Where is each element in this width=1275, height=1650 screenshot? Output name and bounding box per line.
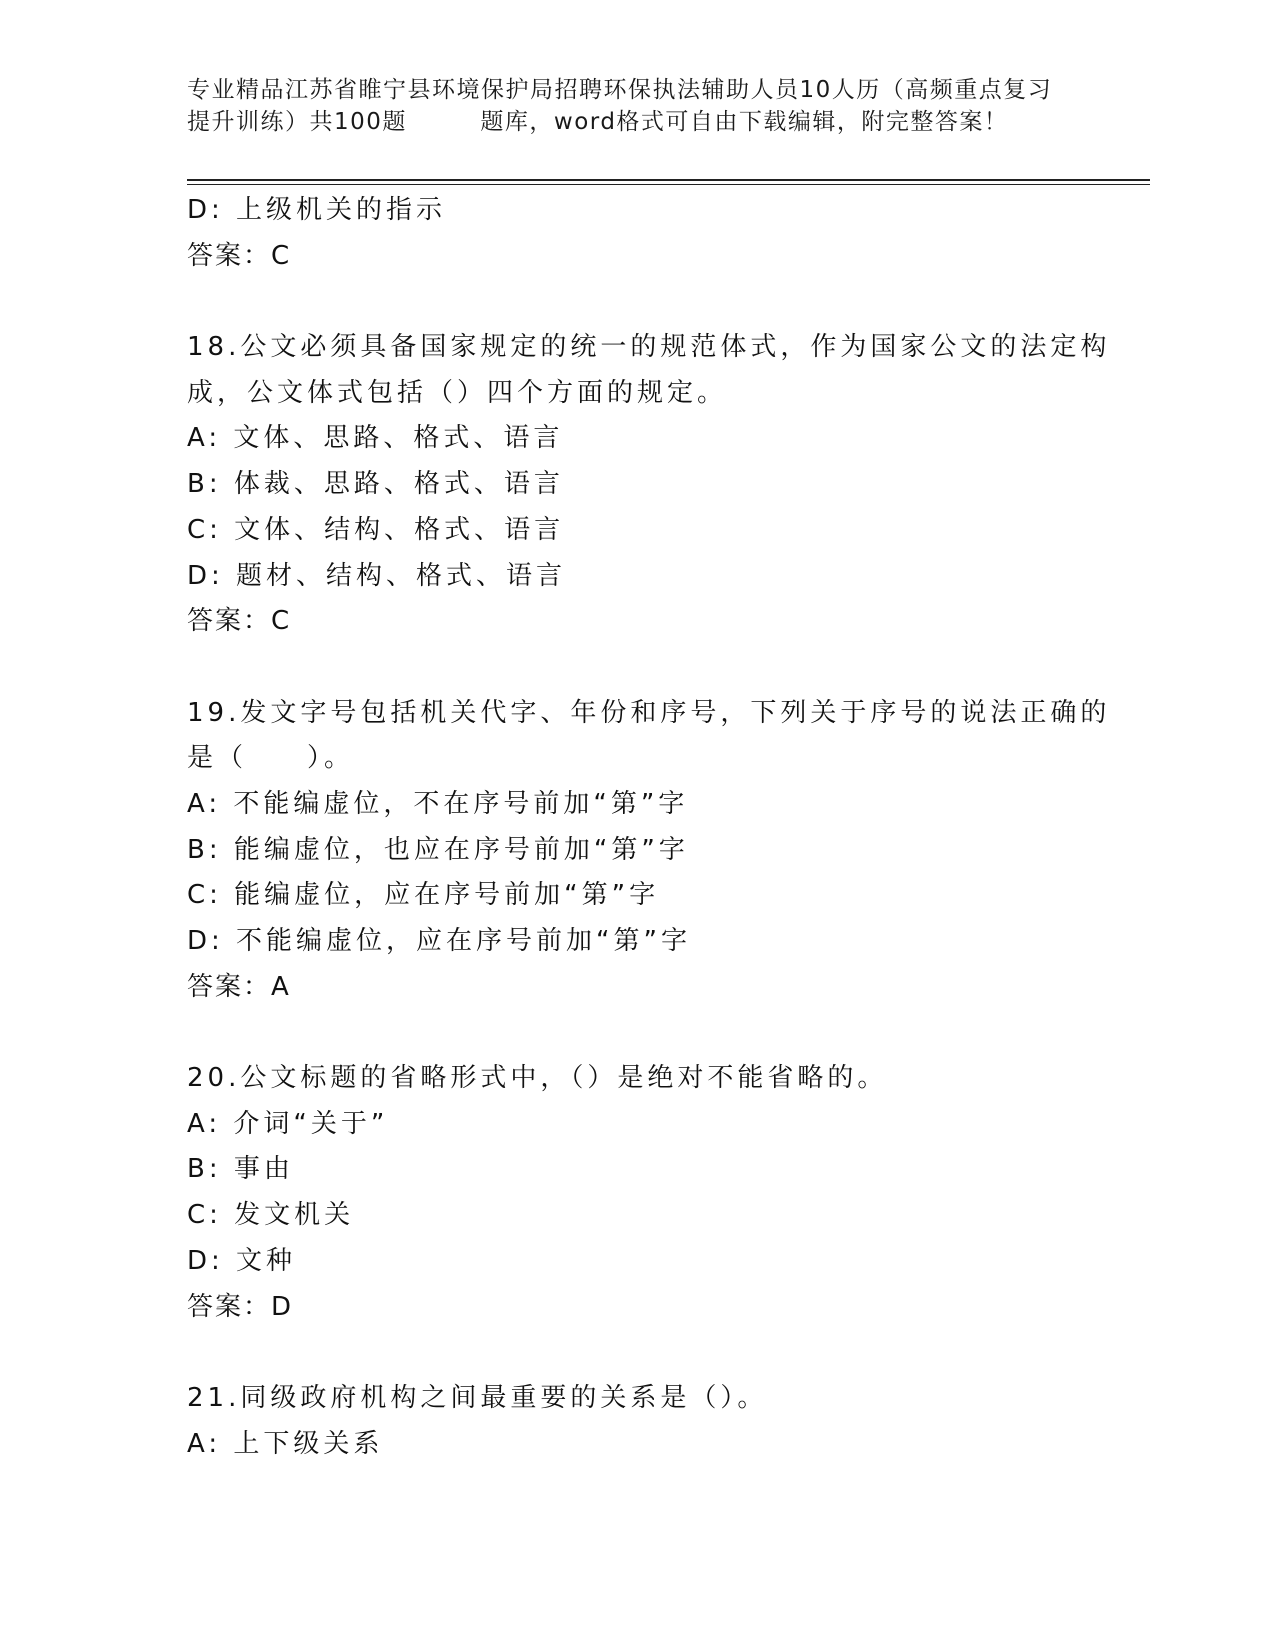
spacer [187,1010,1087,1056]
question-21 [187,1376,1087,1467]
option-b: B: 事由 [187,1154,294,1185]
option-b: B: 体裁、思路、格式、语言 [187,469,564,500]
option-a: A: 介词“关于” [187,1108,389,1139]
spacer [187,1330,1087,1376]
option-d: D: 题材、结构、格式、语言 [187,560,567,591]
question-18 [187,325,1111,645]
option-d: D: 不能编虚位，应在序号前加“第”字 [187,926,691,956]
question-19 [187,691,1111,1011]
document-body [187,188,1111,1467]
option-c: C: 发文机关 [187,1200,355,1231]
question-stem-line-1: 19.发文字号包括机关代字、年份和序号，下列关于序号的说法正确的 [187,697,1111,728]
question-stem-line-1: 20.公文标题的省略形式中，（）是绝对不能省略的。 [187,1063,888,1094]
question-stem-line-1: 21.同级政府机构之间最重要的关系是（）。 [187,1382,768,1413]
header-divider-thin [187,184,1150,185]
option-c: C: 能编虚位，应在序号前加“第”字 [187,880,660,911]
option-a: A: 上下级关系 [187,1428,384,1459]
answer-line: 答案：D [187,1291,294,1322]
spacer [187,645,1087,691]
header-divider [187,179,1150,181]
answer-line: 答案：A [187,971,291,1002]
spacer [187,279,1087,325]
page-header [187,74,1087,138]
option-a: A: 文体、思路、格式、语言 [187,423,564,454]
header-title-line-1: 专业精品江苏省睢宁县环境保护局招聘环保执法辅助人员10人历（高频重点复习 [187,77,1053,103]
question-stem-line-1: 18.公文必须具备国家规定的统一的规范体式，作为国家公文的法定构 [187,332,1111,363]
question-stem-line-2: 成，公文体式包括（）四个方面的规定。 [187,377,728,408]
option-c: C: 文体、结构、格式、语言 [187,514,565,545]
question-20 [187,1056,1087,1330]
header-title-line-2: 提升训练）共100题 题库，word格式可自由下载编辑，附完整答案！ [187,109,1009,135]
option-d: D: 上级机关的指示 [187,195,447,225]
answer-line: 答案：C [187,240,292,271]
option-a: A: 不能编虚位，不在序号前加“第”字 [187,788,689,819]
option-d: D: 文种 [187,1245,297,1276]
answer-line: 答案：C [187,606,292,637]
question-stem-line-2: 是（ ）。 [187,743,355,774]
option-b: B: 能编虚位，也应在序号前加“第”字 [187,834,689,865]
